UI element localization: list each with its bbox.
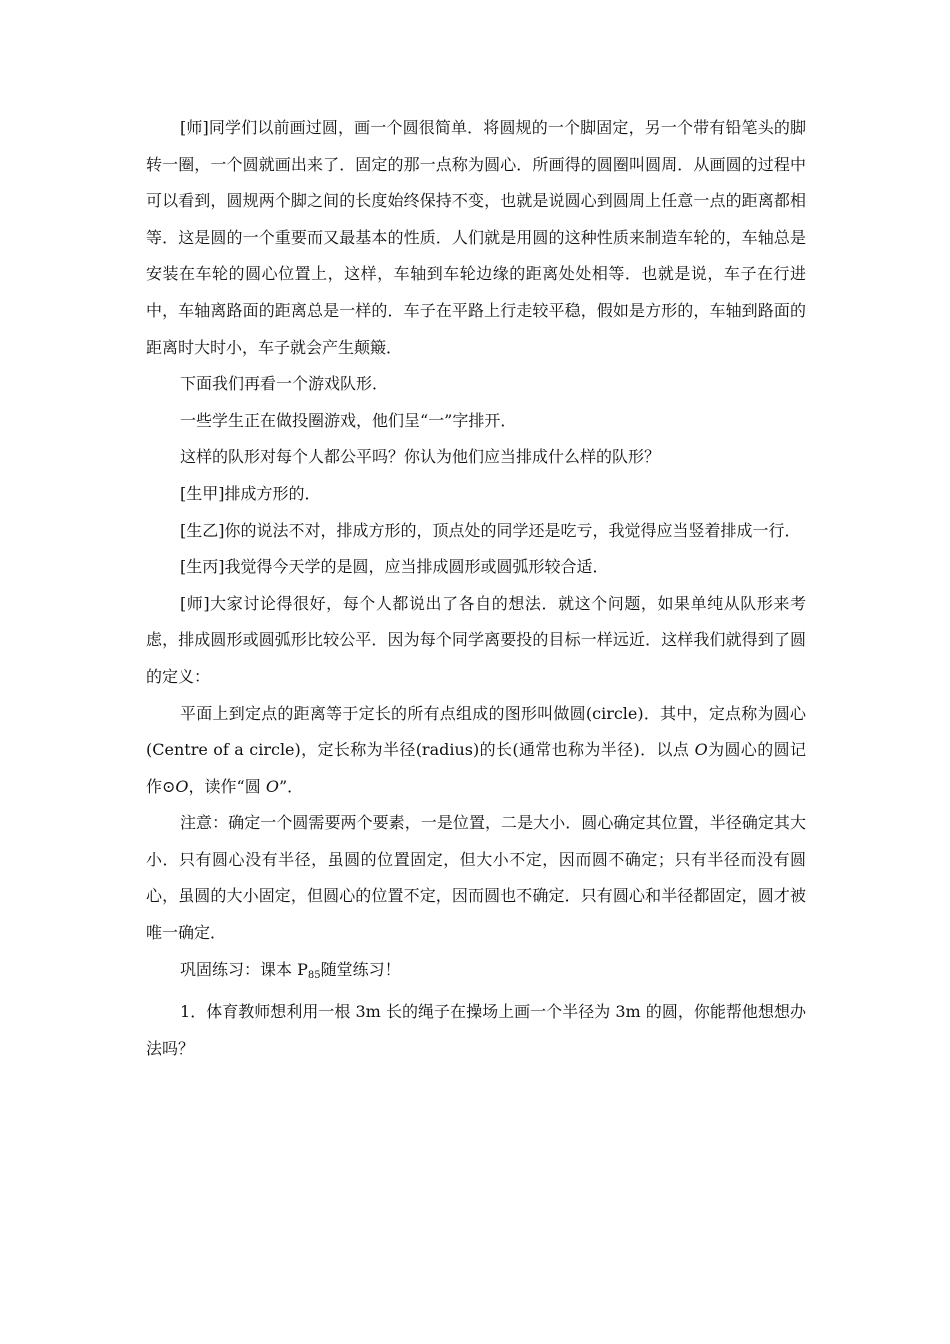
circle-o-symbol: O <box>175 776 189 796</box>
point-o-symbol: O <box>694 740 708 760</box>
exercise-prefix: 巩固练习：课本 P <box>180 959 308 979</box>
exercise-suffix: 随堂练习！ <box>320 959 401 979</box>
paragraph-game-formation: 下面我们再看一个游戏队形． <box>180 374 389 394</box>
definition-text-2: 为圆心的圆记作⊙ <box>146 740 806 796</box>
paragraph-question-1: 1．体育教师想利用一根 3m 长的绳子在操场上画一个半径为 3m 的圆，你能帮他想想办法吗？ <box>146 1002 806 1058</box>
paragraph-note: 注意：确定一个圆需要两个要素，一是位置，二是大小．圆心确定其位置，半径确定其大小．只有圆心没有半径，虽圆的位置固定，但大小不定，因而圆不确定；只有半径而没有圆心，虽圆的大小固定，但圆心的位置不定，因而圆也不确定．只有圆心和半径都固定，圆才被唯一确定． <box>146 813 806 943</box>
read-o-symbol: O <box>265 776 279 796</box>
paragraph-student-b: [生乙]你的说法不对，排成方形的，顶点处的同学还是吃亏，我觉得应当竖着排成一行． <box>180 520 801 540</box>
paragraph-student-c: [生丙]我觉得今天学的是圆，应当排成圆形或圆弧形较合适． <box>180 557 609 577</box>
exercise-page-subscript: 85 <box>307 969 321 981</box>
paragraph-exercise <box>146 952 806 995</box>
definition-text-3: ，读作“圆 <box>188 776 266 796</box>
paragraph-teacher-intro: [师]同学们以前画过圆，画一个圆很简单．将圆规的一个脚固定，另一个带有铅笔头的脚转一圈，一个圆就画出来了．固定的那一点称为圆心．所画得的圆圈叫圆周．从画圆的过程中可以看到，圆规两个脚之间的长度始终保持不变，也就是说圆心到圆周上任意一点的距离都相等．这是圆的一个重要而又最基本的性质．人们就是用圆的这种性质来制造车轮的，车轴总是安装在车轮的圆心位置上，这样，车轴到车轮边缘的距离处处相等．也就是说，车子在行进中，车轴离路面的距离总是一样的．车子在平路上行走较平稳，假如是方形的，车轴到路面的距离时大时小，车子就会产生颠簸． <box>146 118 806 357</box>
definition-text-4: ”． <box>278 776 304 796</box>
paragraph-student-a: [生甲]排成方形的． <box>180 483 321 503</box>
paragraph-fairness-question: 这样的队形对每个人都公平吗？你认为他们应当排成什么样的队形？ <box>180 447 661 467</box>
paragraph-teacher-summary: [师]大家讨论得很好，每个人都说出了各自的想法．就这个问题，如果单纯从队形来考虑，排成圆形或圆弧形比较公平．因为每个同学离要投的目标一样远近．这样我们就得到了圆的定义： <box>146 593 806 686</box>
paragraph-students-line: 一些学生正在做投圈游戏，他们呈“一”字排开． <box>180 410 517 430</box>
document-body <box>146 110 806 1067</box>
paragraph-circle-definition <box>146 696 806 806</box>
definition-text-1: 平面上到定点的距离等于定长的所有点组成的图形叫做圆(circle)．其中，定点称为圆心(Centre of a circle)，定长称为半径(radius)的长(通常也称为半径)．以点 <box>146 703 806 760</box>
